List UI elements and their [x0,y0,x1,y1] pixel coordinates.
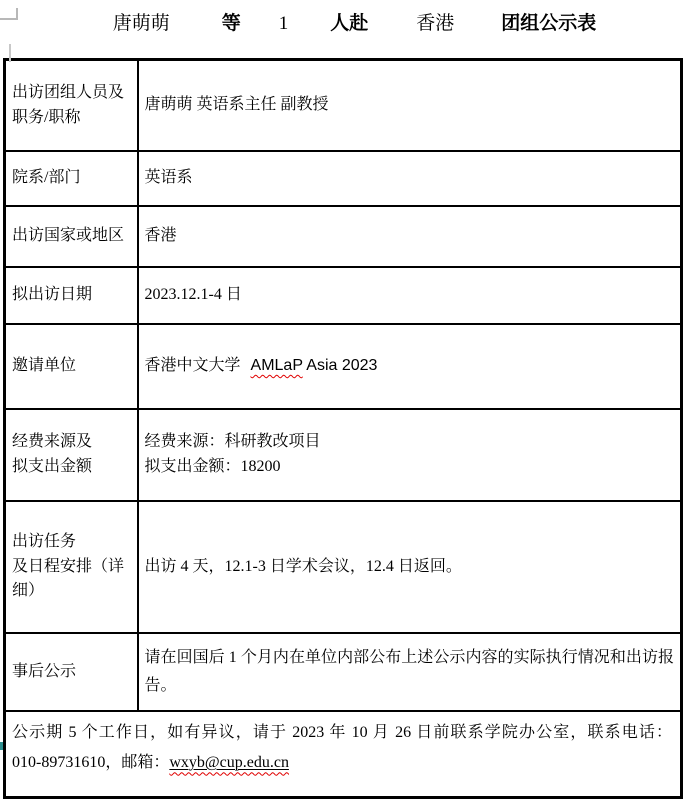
row-value-inviting-unit [138,324,682,409]
row-value-dates: 2023.12.1-4 日 [138,267,682,324]
row-value-itinerary: 出访 4 天，12.1-3 日学术会议，12.4 日返回。 [138,501,682,633]
title-ren-fu: 人赴 [330,13,369,34]
table-row [5,633,682,711]
bottom-left-cursor-artifact [0,742,3,750]
row-label-department: 院系/部门 [5,151,138,206]
table-row [5,60,682,152]
contact-phone: 010-89731610，邮箱： [12,753,170,771]
funding-source: 经费来源：科研教改项目 [144,433,321,451]
row-label-delegation-members: 出访团组人员及 职务/职称 [5,60,138,152]
row-label-inviting-unit: 邀请单位 [5,324,138,409]
document-title [0,8,685,34]
page-corner-crop-mark [0,8,18,20]
row-value-destination: 香港 [138,206,682,267]
row-label-destination: 出访国家或地区 [5,206,138,267]
row-label-post-trip-publicity: 事后公示 [5,633,138,711]
table-footer-row [5,711,682,798]
table-row [5,267,682,324]
row-value-department: 英语系 [138,151,682,206]
row-value-post-trip-publicity: 请在回国后 1 个月内在单位内部公布上述公示内容的实际执行情况和出访报告。 [138,633,682,711]
row-label-dates: 拟出访日期 [5,267,138,324]
conference-name: AMLaP Asia 2023 [250,357,378,375]
table-row [5,206,682,267]
title-person-name: 唐萌萌 [112,13,170,34]
row-label-funding: 经费来源及 拟支出金额 [5,409,138,501]
table-row [5,151,682,206]
title-destination: 香港 [416,13,455,34]
row-label-itinerary: 出访任务 及日程安排（详细） [5,501,138,633]
funding-amount: 拟支出金额：18200 [144,458,281,475]
publicity-period-notice [5,711,682,798]
inviting-unit-cn: 香港中文大学 [144,357,241,375]
table-row [5,409,682,501]
row-value-funding [138,409,682,501]
title-person-count: 1 [278,13,289,34]
conference-name-misspelled: AMLaP [250,357,303,375]
contact-email-link[interactable]: wxyb@cup.edu.cn [169,753,289,771]
left-edge-artifact [9,44,11,62]
table-row [5,501,682,633]
table-row [5,324,682,409]
notice-line2 [12,748,672,778]
notice-line1: 公示期 5 个工作日，如有异议，请于 2023 年 10 月 26 日前联系学院办公室，联系电话： [12,724,672,741]
title-deng: 等 [221,13,241,34]
row-value-delegation-members: 唐萌萌 英语系主任 副教授 [138,60,682,152]
title-form-name: 团组公示表 [501,13,597,34]
publicity-form-table [3,58,683,799]
